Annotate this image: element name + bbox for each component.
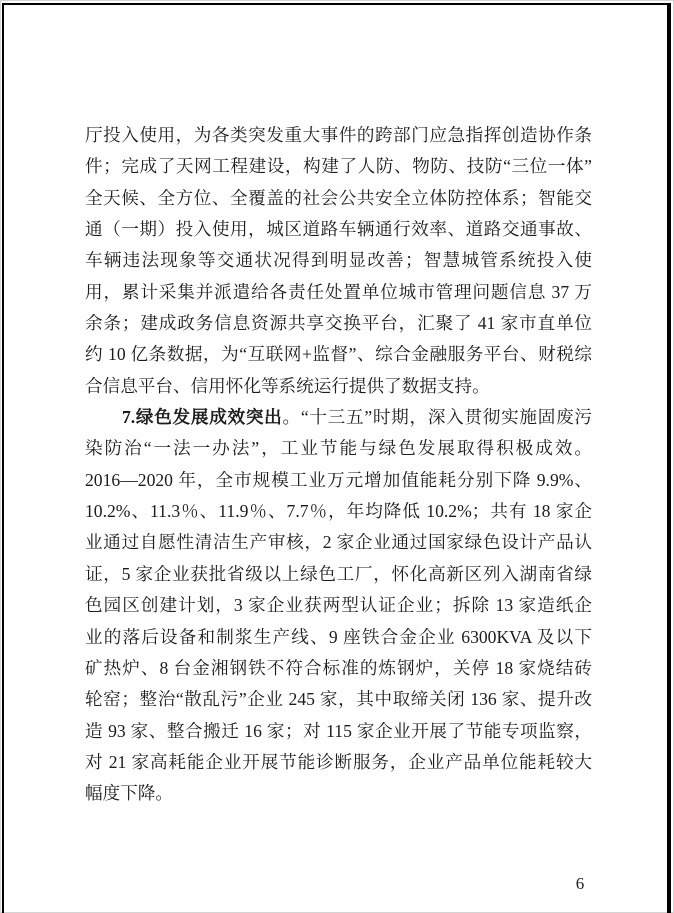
text-line: 业的落后设备和制浆生产线、9 座铁合金企业 6300KVA 及以下: [85, 626, 592, 647]
body-text: [85, 120, 592, 810]
text-line: 约 10 亿条数据，为“互联网+监督”、综合金融服务平台、财税综: [85, 344, 592, 365]
text-line: 幅度下降。: [85, 783, 173, 804]
text-line: 件；完成了天网工程建设，构建了人防、物防、技防“三位一体”: [85, 156, 592, 177]
text-line: 证，5 家企业获批省级以上绿色工厂，怀化高新区列入湖南省绿: [85, 563, 592, 584]
text-line: 10.2%、11.3％、11.9％、7.7％，年均降低 10.2%；共有 18 家企: [85, 501, 592, 522]
text-line: 余条；建成政务信息资源共享交换平台，汇聚了 41 家市直单位: [85, 313, 592, 334]
page-number: 6: [575, 874, 585, 893]
heading-line-rest: 。“十三五”时期，深入贯彻实施固废污: [282, 407, 592, 428]
text-line: 通（一期）投入使用，城区道路车辆通行效率、道路交通事故、: [85, 219, 592, 240]
text-line: 染防治“一法一办法”，工业节能与绿色发展取得积极成效。: [85, 438, 592, 459]
text-line: 造 93 家、整合搬迁 16 家；对 115 家企业开展了节能专项监察，: [85, 720, 592, 741]
text-line: 全天候、全方位、全覆盖的社会公共安全立体防控体系；智能交: [85, 187, 592, 208]
text-line: 车辆违法现象等交通状况得到明显改善；智慧城管系统投入使: [85, 250, 592, 271]
text-line: 2016—2020 年，全市规模工业万元增加值能耗分别下降 9.9%、: [85, 469, 592, 490]
text-line: 轮窑；整治“散乱污”企业 245 家，其中取缔关闭 136 家、提升改: [85, 689, 592, 710]
text-line: 合信息平台、信用怀化等系统运行提供了数据支持。: [85, 375, 490, 396]
text-line: 业通过自愿性清洁生产审核，2 家企业通过国家绿色设计产品认: [85, 532, 592, 553]
text-line: 对 21 家高耗能企业开展节能诊断服务，企业产品单位能耗较大: [85, 751, 592, 772]
heading-line: [85, 402, 592, 433]
text-line: 色园区创建计划，3 家企业获两型认证企业；拆除 13 家造纸企: [85, 595, 592, 616]
text-line: 矿热炉、8 台金湘钢铁不符合标准的炼钢炉，关停 18 家烧结砖: [85, 657, 592, 678]
section-heading: 7.绿色发展成效突出: [122, 407, 283, 428]
text-line: 用，累计采集并派遣给各责任处置单位城市管理问题信息 37 万: [85, 281, 592, 302]
text-line: 厅投入使用，为各类突发重大事件的跨部门应急指挥创造协作条: [85, 125, 592, 145]
